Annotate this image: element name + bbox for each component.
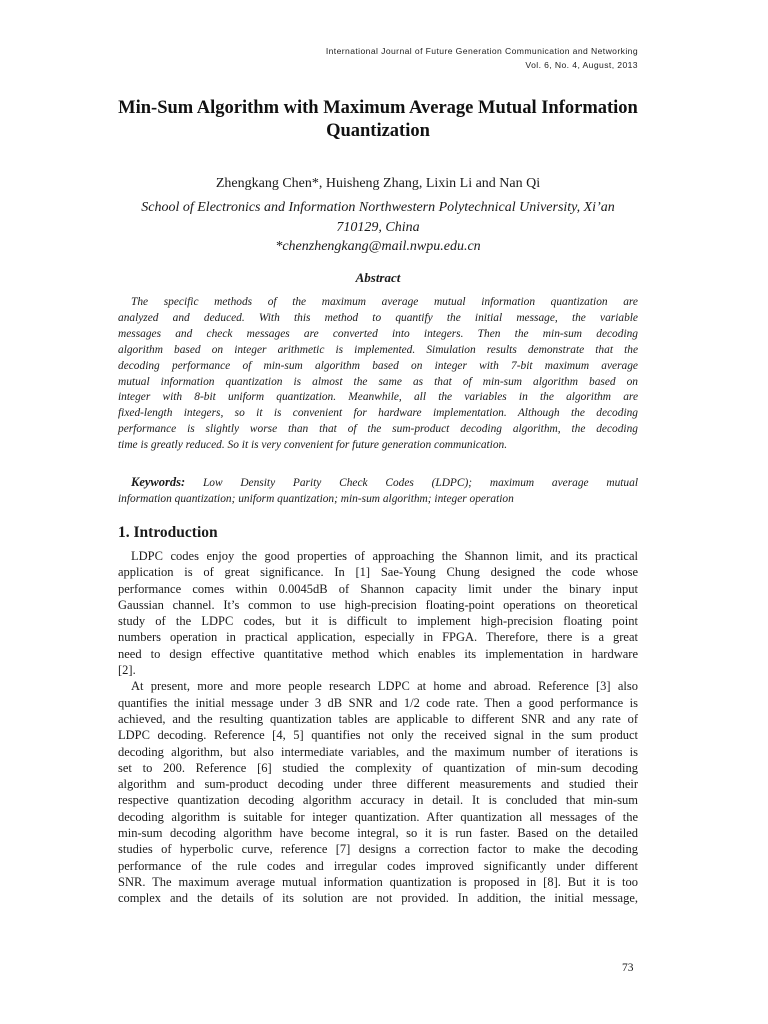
author-email: *chenzhengkang@mail.nwpu.edu.cn [275, 239, 481, 254]
journal-name: International Journal of Future Generation Communication and Networking [325, 46, 638, 56]
abstract-line: mutual information quantization is almost the same as that of min-sum algorithm based on [118, 375, 638, 388]
paragraph-line: complex and the details of its solution are not provided. In addition, the initial message, [118, 891, 638, 906]
paragraph-line: performance comes within 0.0045dB of Shannon capacity limit under the binary input [118, 581, 638, 596]
paragraph-line: algorithm and sum-product decoding under three different measurements and studied their [118, 777, 638, 792]
author-list: Zhengkang Chen*, Huisheng Zhang, Lixin Li and Nan Qi [215, 176, 541, 191]
paragraph-line: SNR. The maximum average mutual information quantization is proposed in [8]. But it is too [118, 874, 638, 889]
paragraph-line: set to 200. Reference [6] studied the complexity of quantization of min-sum decoding [118, 760, 638, 775]
keywords-line: information quantization; uniform quantization; min-sum algorithm; integer operation [118, 492, 514, 505]
paper-title [118, 97, 638, 143]
paragraph-line: studies of hyperbolic curve, reference [7] designs a correction factor to make the decoding [118, 842, 638, 857]
paragraph-line: At present, more and more people research LDPC at home and abroad. Reference [3] also [131, 679, 638, 694]
affiliation-line: 710129, China [336, 219, 420, 235]
title-line: Min-Sum Algorithm with Maximum Average Mutual Information [118, 98, 638, 118]
paragraph-line: decoding algorithm is suitable for integer quantization. After quantization all messages of the [118, 809, 638, 824]
affiliation-line: School of Electronics and Information Northwestern Polytechnical University, Xi’an [141, 200, 615, 215]
abstract-heading: Abstract [355, 270, 401, 285]
abstract-line: integer with 8-bit uniform quantization. Meanwhile, all the variables in the algorithm are [118, 391, 638, 404]
paragraph-line: study of the LDPC codes, but it is difficult to implement high-precision floating point [118, 614, 638, 629]
paragraph-line: [2]. [118, 663, 136, 678]
abstract-line: performance is slightly worse than that of the sum-product decoding algorithm, the decoding [118, 423, 638, 436]
journal-header [326, 44, 638, 72]
title-line: Quantization [326, 121, 430, 141]
paragraph-line: LDPC codes enjoy the good properties of approaching the Shannon limit, and its practical [131, 549, 638, 563]
keywords-label: Keywords: [131, 475, 186, 489]
abstract-line: time is greatly reduced. So it is very convenient for future generation communication. [118, 439, 508, 452]
abstract-line: analyzed and deduced. With this method to quantify the initial message, the variable [118, 311, 638, 324]
paragraph-line: achieved, and the resulting quantization tables are applicable to different SNR and any rate of [118, 711, 638, 726]
paragraph-line: decoding algorithm, but also intermediate variables, and the maximum number of iterations is [118, 744, 638, 759]
paragraph-line: Gaussian channel. It’s common to use high-precision floating-point operations on theoretical [118, 597, 638, 612]
section-heading-introduction: 1. Introduction [118, 524, 218, 541]
abstract-line: messages and check messages are converted into integers. Then the min-sum decoding [118, 327, 638, 340]
affiliation [108, 198, 648, 257]
abstract-line: decoding performance of min-sum algorithm based on integer with 7-bit maximum average [118, 359, 638, 372]
paragraph-line: quantifies the initial message under 3 dB SNR and 1/2 code rate. Then a good performance is [118, 695, 638, 710]
introduction-body [118, 548, 638, 907]
paragraph-line: need to design effective quantitative method which enables its implementation in hardware [118, 646, 638, 661]
paragraph-line: respective quantization decoding algorithm accuracy in detail. It is concluded that min-sum [118, 793, 638, 808]
paragraph-line: numbers operation in practical application, especially in FPGA. Therefore, there is a great [118, 630, 638, 645]
keywords-line [118, 475, 638, 492]
abstract-body [118, 295, 638, 454]
paragraph-line: application is of great significance. In [1] Sae-Young Chung designed the code whose [118, 565, 638, 580]
abstract-line: The specific methods of the maximum average mutual information quantization are [131, 296, 638, 308]
journal-volume: Vol. 6, No. 4, August, 2013 [525, 60, 638, 70]
keywords-text: Low Density Parity Check Codes (LDPC); maximum average mutual [202, 477, 638, 489]
paragraph-line: LDPC decoding. Reference [4, 5] quantifies not only the received signal in the sum product [118, 728, 638, 743]
paragraph-line: min-sum decoding algorithm have become integral, so it is run faster. Based on the detailed [118, 826, 638, 841]
page-number: 73 [622, 962, 634, 974]
keywords-block [118, 475, 638, 508]
paragraph-line: performance of the rule codes and irregular codes improved significantly under different [118, 858, 638, 873]
abstract-line: algorithm based on integer arithmetic is implemented. Simulation results demonstrate that the [118, 343, 638, 356]
abstract-line: fixed-length integers, so it is convenient for hardware implementation. Although the decoding [118, 407, 638, 420]
